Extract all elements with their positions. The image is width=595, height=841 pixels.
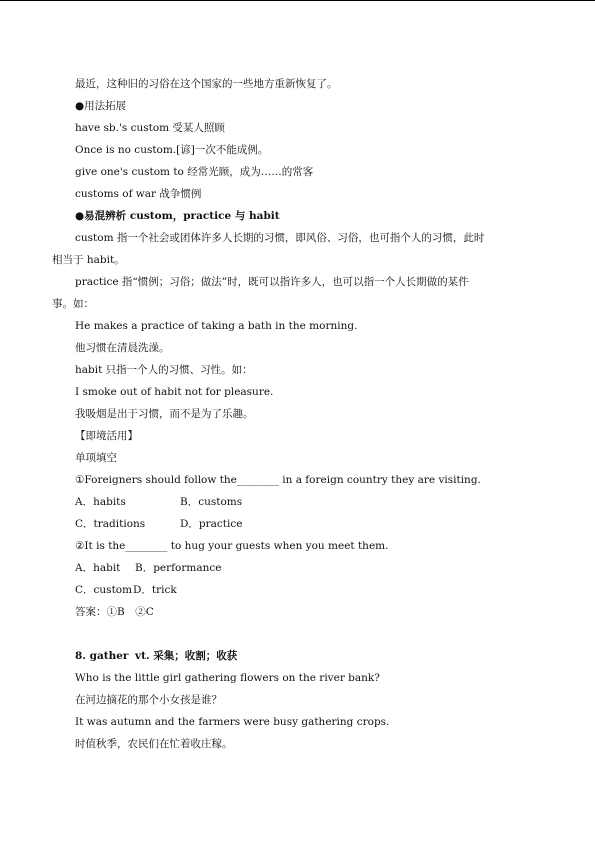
example-translation: 我吸烟是出于习惯，而不是为了乐趣。 xyxy=(75,408,254,420)
part-of-speech-meaning: vt. 采集；收割；收获 xyxy=(135,650,238,662)
comparison-text: custom 指一个社会或团体许多人长期的习惯，即风俗、习俗，也可指个人的习惯，此时 xyxy=(75,232,485,244)
option: B．performance xyxy=(135,562,222,574)
example-sentence: Who is the little girl gathering flowers on the river bank? xyxy=(75,672,380,684)
option: D．practice xyxy=(180,518,243,530)
section-8-heading xyxy=(52,645,542,667)
question-2-options-row-2 xyxy=(52,579,542,601)
option: A．habit xyxy=(75,562,121,574)
comparison-text: habit 只指一个人的习惯、习性。如： xyxy=(75,364,253,376)
usage-extension-heading: ●用法拓展 xyxy=(75,100,127,112)
example-translation: 他习惯在清晨洗澡。 xyxy=(75,342,170,354)
example-translation: 时值秋季，农民们在忙着收庄稼。 xyxy=(75,738,233,750)
usage-item: Once is no custom.[谚]一次不能成例。 xyxy=(75,144,269,156)
question-1-options-row-1 xyxy=(52,491,542,513)
comparison-text-continued: 相当于 habit。 xyxy=(52,254,125,266)
question-1: ①Foreigners should follow the________ in a foreign country they are visiting. xyxy=(75,474,481,486)
example-sentence: It was autumn and the farmers were busy gathering crops. xyxy=(75,716,390,728)
question-2: ②It is the________ to hug your guests when you meet them. xyxy=(75,540,389,552)
usage-item: have sb.'s custom 受某人照顾 xyxy=(75,122,225,134)
option: C．traditions xyxy=(75,518,146,530)
exercise-type: 单项填空 xyxy=(75,452,117,464)
example-translation: 在河边摘花的那个小女孩是谁？ xyxy=(75,694,222,706)
example-sentence: He makes a practice of taking a bath in the morning. xyxy=(75,320,358,332)
question-2-options-row-1 xyxy=(52,557,542,579)
option: B．customs xyxy=(180,496,243,508)
option: A．habits xyxy=(75,496,126,508)
question-1-options-row-2 xyxy=(52,513,542,535)
option: C．custom xyxy=(75,584,133,596)
section-gap xyxy=(52,623,542,645)
option: D．trick xyxy=(133,584,177,596)
example-sentence: I smoke out of habit not for pleasure. xyxy=(75,386,274,398)
section-number-word: 8. gather xyxy=(75,650,129,662)
practice-heading: 【即境活用】 xyxy=(75,430,138,442)
comparison-text: practice 指“惯例；习俗；做法”时，既可以指许多人，也可以指一个人长期做的某件 xyxy=(75,276,469,288)
comparison-heading: ●易混辨析 custom，practice 与 habit xyxy=(75,210,280,222)
document-body xyxy=(52,73,542,755)
usage-item: give one's custom to 经常光顾，成为……的常客 xyxy=(75,166,314,178)
answer-key: 答案：①B ②C xyxy=(75,606,154,618)
example-translation: 最近，这种旧的习俗在这个国家的一些地方重新恢复了。 xyxy=(75,78,338,90)
top-rule xyxy=(0,0,595,1)
comparison-text-continued: 事。如： xyxy=(52,298,94,310)
usage-item: customs of war 战争惯例 xyxy=(75,188,202,200)
